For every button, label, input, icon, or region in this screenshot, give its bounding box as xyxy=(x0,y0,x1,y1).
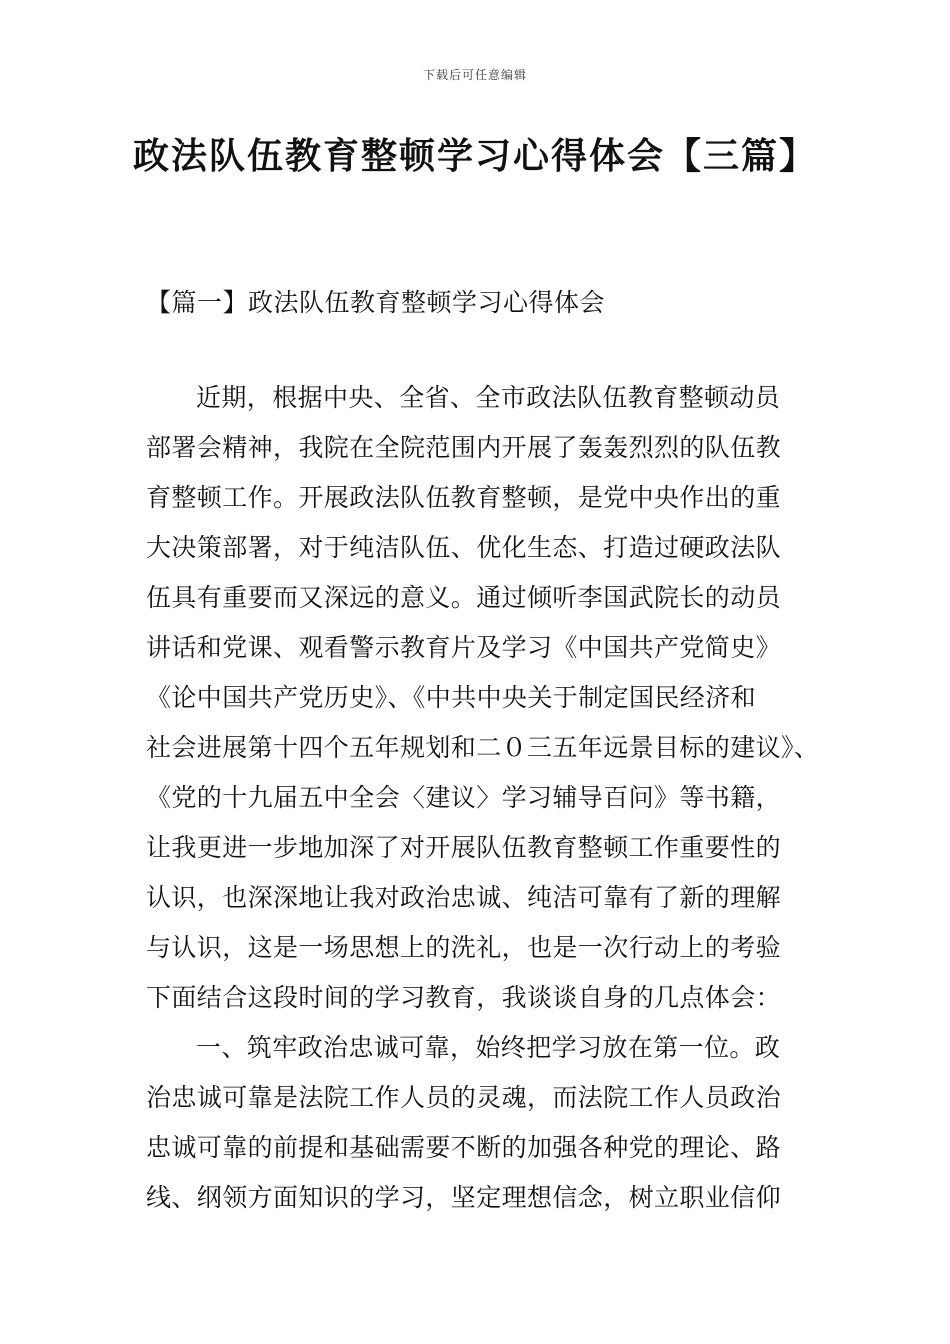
paragraph-line: 线、纲领方面知识的学习，坚定理想信念，树立职业信仰 xyxy=(146,1183,782,1212)
paragraph-line: 部署会精神，我院在全院范围内开展了轰轰烈烈的队伍教 xyxy=(146,433,782,462)
section-heading: 【篇一】政法队伍教育整顿学习心得体会 xyxy=(146,288,606,317)
paragraph-line: 认识，也深深地让我对政治忠诚、纯洁可靠有了新的理解 xyxy=(146,883,782,912)
paragraph-line: 治忠诚可靠是法院工作人员的灵魂，而法院工作人员政治 xyxy=(146,1083,782,1112)
paragraph-line: 下面结合这段时间的学习教育，我谈谈自身的几点体会： xyxy=(146,983,782,1012)
paragraph-line: 育整顿工作。开展政法队伍教育整顿，是党中央作出的重 xyxy=(146,483,782,512)
paragraph-line: 一、筑牢政治忠诚可靠，始终把学习放在第一位。政 xyxy=(196,1033,781,1062)
header-note: 下载后可任意编辑 xyxy=(422,68,527,82)
document-title: 政法队伍教育整顿学习心得体会【三篇】 xyxy=(132,136,817,177)
paragraph-line: 让我更进一步地加深了对开展队伍教育整顿工作重要性的 xyxy=(146,833,782,862)
paragraph-line: 讲话和党课、观看警示教育片及学习《中国共产党简史》 xyxy=(146,633,782,662)
paragraph-line: 近期，根据中央、全省、全市政法队伍教育整顿动员 xyxy=(196,383,781,412)
paragraph-line: 社会进展第十四个五年规划和二０三五年远景目标的建议》、 xyxy=(146,733,820,762)
body-text xyxy=(146,373,826,1223)
paragraph-line: 与认识，这是一场思想上的洗礼，也是一次行动上的考验 xyxy=(146,933,782,962)
paragraph-line: 《论中国共产党历史》、《中共中央关于制定国民经济和 xyxy=(146,683,757,712)
paragraph-line: 《党的十九届五中全会〈建议〉学习辅导百问》等书籍， xyxy=(146,783,782,812)
paragraph-line: 忠诚可靠的前提和基础需要不断的加强各种党的理论、路 xyxy=(146,1133,782,1162)
paragraph-line: 大决策部署，对于纯洁队伍、优化生态、打造过硬政法队 xyxy=(146,533,782,562)
paragraph-line: 伍具有重要而又深远的意义。通过倾听李国武院长的动员 xyxy=(146,583,782,612)
